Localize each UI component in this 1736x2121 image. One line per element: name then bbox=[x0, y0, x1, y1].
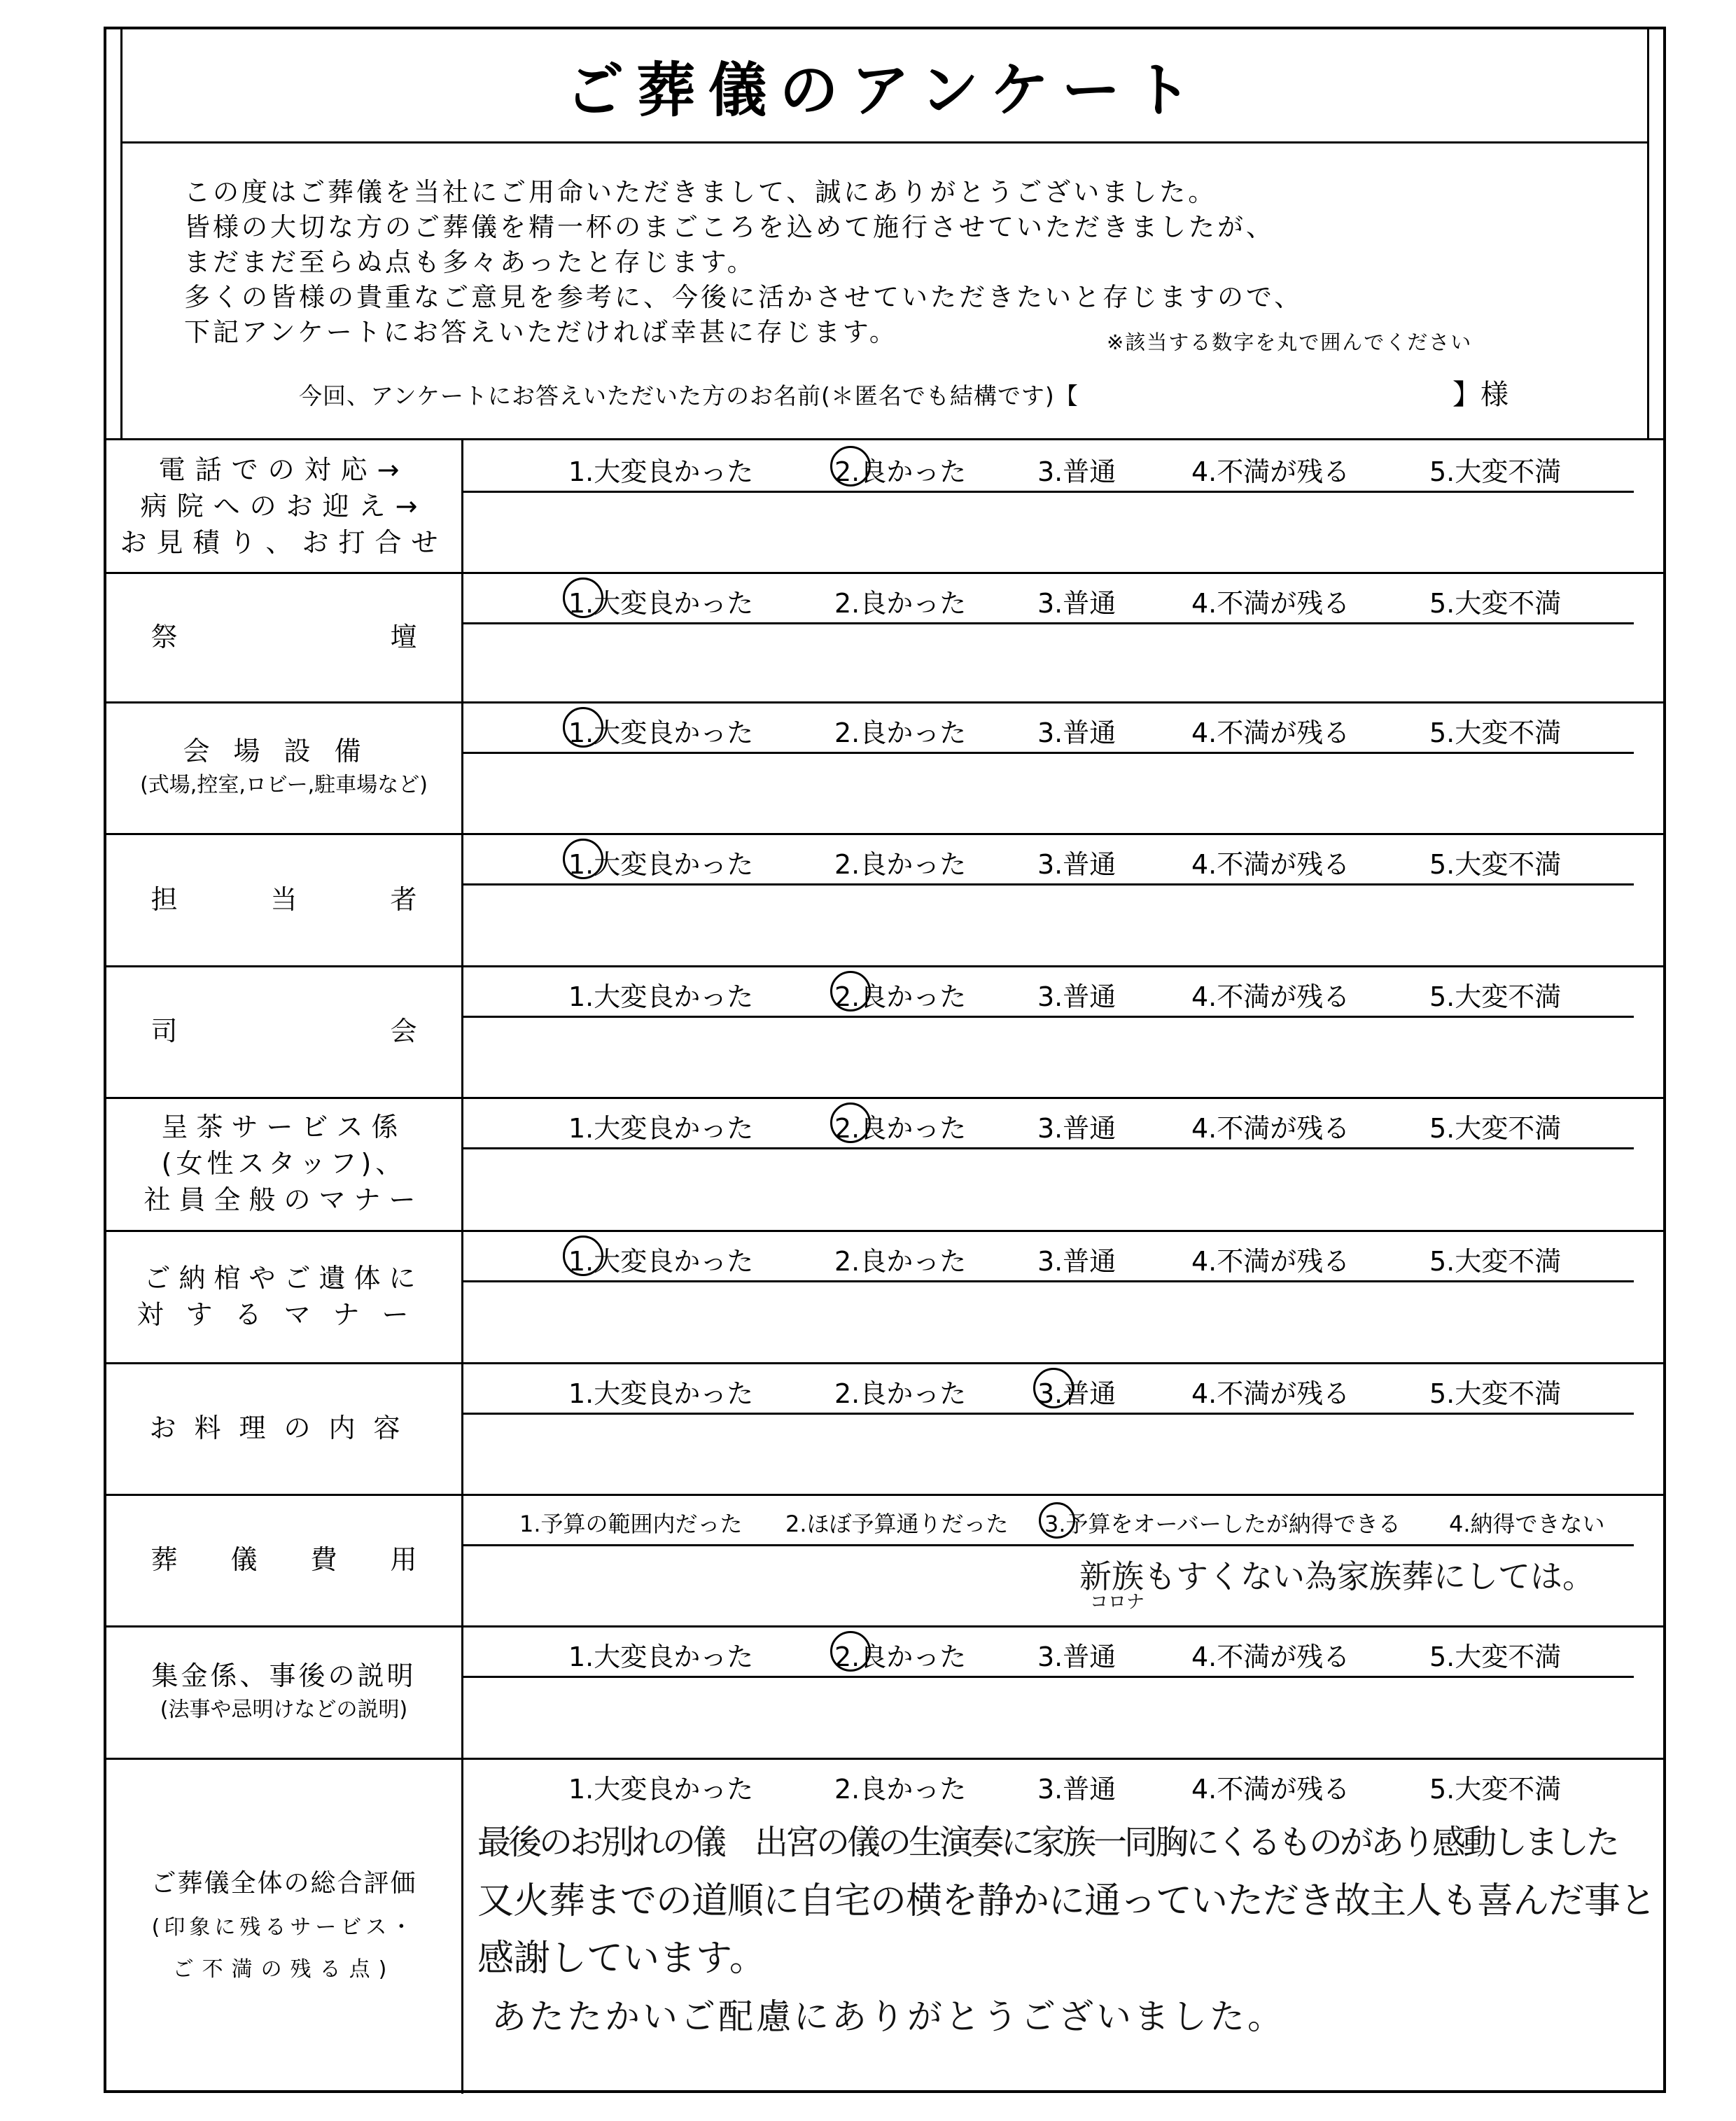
option-5[interactable]: 5.大変不満 bbox=[1429, 1378, 1562, 1409]
answer-cell bbox=[463, 1362, 1663, 1494]
label-char: 壇 bbox=[390, 621, 417, 652]
option-4[interactable]: 4.不満が残る bbox=[1191, 1246, 1350, 1277]
answer-cell bbox=[463, 1494, 1663, 1625]
option-3[interactable]: 3.普通 bbox=[1037, 849, 1116, 880]
options-line bbox=[463, 833, 1634, 886]
option-5[interactable]: 5.大変不満 bbox=[1429, 849, 1562, 880]
label-char: 用 bbox=[390, 1544, 417, 1575]
option-5[interactable]: 5.大変不満 bbox=[1429, 1113, 1562, 1144]
question-label bbox=[106, 1097, 463, 1230]
question-label bbox=[106, 572, 463, 701]
label-line bbox=[151, 881, 417, 918]
option-2[interactable]: 2.良かった bbox=[834, 1246, 967, 1277]
option-3[interactable]: 3.普通 bbox=[1037, 456, 1116, 487]
option-2[interactable]: 2.良かった bbox=[834, 1642, 967, 1672]
option-3[interactable]: 3.普通 bbox=[1037, 1246, 1116, 1277]
option-4[interactable]: 4.不満が残る bbox=[1191, 1378, 1350, 1409]
label-line bbox=[151, 1013, 417, 1049]
label-line bbox=[151, 619, 417, 655]
handwritten-comment-line: 感謝しています。 bbox=[477, 1938, 766, 1980]
option-3[interactable]: 3.普通 bbox=[1037, 981, 1116, 1012]
answer-cell bbox=[463, 1758, 1663, 2094]
answer-cell bbox=[463, 440, 1663, 572]
selection-circle bbox=[830, 971, 871, 1011]
option-5[interactable]: 5.大変不満 bbox=[1429, 718, 1562, 748]
option-1[interactable]: 1.大変良かった bbox=[568, 588, 754, 619]
selection-circle bbox=[563, 707, 603, 748]
option-3[interactable]: 3.普通 bbox=[1037, 1378, 1116, 1409]
question-row bbox=[106, 701, 1663, 835]
label-sub: (法事や忌明けなどの説明) bbox=[160, 1697, 408, 1722]
options-line bbox=[463, 440, 1634, 493]
selection-circle bbox=[830, 1631, 871, 1672]
intro-line: 下記アンケートにお答えいただければ幸甚に存じます。 bbox=[184, 317, 898, 347]
answer-cell bbox=[463, 1230, 1663, 1362]
label-char: 祭 bbox=[150, 621, 178, 652]
label-char: 葬 bbox=[150, 1544, 178, 1575]
answer-cell bbox=[463, 1625, 1663, 1758]
options-line bbox=[463, 1494, 1634, 1546]
question-row bbox=[106, 440, 1663, 574]
form-title: ご葬儀のアンケート bbox=[565, 55, 1205, 125]
option-4[interactable]: 4.不満が残る bbox=[1191, 456, 1350, 487]
selection-circle bbox=[830, 446, 871, 486]
option-2[interactable]: 2.良かった bbox=[834, 718, 967, 748]
intro-line: 皆様の大切な方のご葬儀を精一杯のまごころを込めて施行させていただきましたが、 bbox=[184, 212, 1275, 242]
selection-circle bbox=[1039, 1502, 1075, 1539]
question-label bbox=[106, 1758, 463, 2094]
selection-circle bbox=[830, 1102, 871, 1143]
label-line: 社員全般のマナー bbox=[144, 1184, 424, 1215]
option-4[interactable]: 4.不満が残る bbox=[1191, 981, 1350, 1012]
answer-cell bbox=[463, 1097, 1663, 1230]
option-4[interactable]: 4.不満が残る bbox=[1191, 718, 1350, 748]
handwritten-budget-note: 新族もすくない為家族葬にしては。 bbox=[1079, 1558, 1595, 1595]
budget-option-2[interactable]: 2.ほぼ予算通りだった bbox=[785, 1511, 1009, 1537]
label-sub: (式場,控室,ロビー,駐車場など) bbox=[140, 773, 428, 797]
option-2[interactable]: 2.良かった bbox=[834, 1378, 967, 1409]
option-1[interactable]: 1.大変良かった bbox=[568, 456, 754, 487]
selection-circle bbox=[563, 839, 603, 879]
question-row bbox=[106, 1362, 1663, 1496]
answer-cell bbox=[463, 833, 1663, 965]
option-4[interactable]: 4.不満が残る bbox=[1191, 1774, 1350, 1805]
option-5[interactable]: 5.大変不満 bbox=[1429, 1642, 1562, 1672]
question-label bbox=[106, 833, 463, 965]
label-char: 儀 bbox=[230, 1544, 258, 1575]
label-char: 担 bbox=[150, 883, 178, 915]
option-2[interactable]: 2.良かった bbox=[834, 1113, 967, 1144]
label-line: 病院へのお迎え→ bbox=[140, 491, 428, 522]
label-line: 集金係、事後の説明 bbox=[151, 1660, 416, 1691]
label-char: 当 bbox=[270, 883, 298, 915]
name-field-label: 今回、アンケートにお答えいただいた方のお名前(＊匿名でも結構です)【 bbox=[299, 382, 1079, 410]
options-line bbox=[463, 1758, 1634, 1808]
option-4[interactable]: 4.不満が残る bbox=[1191, 588, 1350, 619]
selection-circle bbox=[1033, 1368, 1074, 1408]
intro-section bbox=[120, 141, 1649, 438]
label-sub: (印象に残るサービス・ bbox=[151, 1915, 416, 1940]
option-2[interactable]: 2.良かった bbox=[834, 981, 967, 1012]
option-3[interactable]: 3.普通 bbox=[1037, 1113, 1116, 1144]
question-label bbox=[106, 1494, 463, 1625]
label-line: 会場設備 bbox=[183, 736, 385, 766]
option-1[interactable]: 1.大変良かった bbox=[568, 1642, 754, 1672]
option-3[interactable]: 3.普通 bbox=[1037, 588, 1116, 619]
budget-option-3[interactable]: 3.予算をオーバーしたが納得できる bbox=[1044, 1511, 1401, 1537]
question-label bbox=[106, 1625, 463, 1758]
label-char: 会 bbox=[390, 1016, 417, 1046]
label-line: 呈茶サービス係 bbox=[161, 1112, 407, 1142]
question-row bbox=[106, 965, 1663, 1099]
rating-table bbox=[106, 438, 1663, 2037]
options-line bbox=[463, 1230, 1634, 1282]
option-5[interactable]: 5.大変不満 bbox=[1429, 588, 1562, 619]
label-line: 電話での対応→ bbox=[158, 454, 410, 485]
label-line: お料理の内容 bbox=[149, 1413, 419, 1443]
option-2[interactable]: 2.良かった bbox=[834, 849, 967, 880]
option-4[interactable]: 4.不満が残る bbox=[1191, 849, 1350, 880]
label-line bbox=[151, 1541, 417, 1578]
answer-cell bbox=[463, 965, 1663, 1097]
question-label bbox=[106, 965, 463, 1097]
label-line: ご納棺やご遺体に bbox=[144, 1262, 424, 1294]
option-2[interactable]: 2.良かった bbox=[834, 456, 967, 487]
label-char: 司 bbox=[150, 1016, 178, 1046]
option-3[interactable]: 3.普通 bbox=[1037, 718, 1116, 748]
option-3[interactable]: 3.普通 bbox=[1037, 1774, 1116, 1805]
question-row bbox=[106, 1097, 1663, 1232]
question-label bbox=[106, 1362, 463, 1494]
question-label bbox=[106, 440, 463, 572]
option-4[interactable]: 4.不満が残る bbox=[1191, 1113, 1350, 1144]
option-2[interactable]: 2.良かった bbox=[834, 588, 967, 619]
instruction-note: ※該当する数字を丸で囲んでください bbox=[1107, 330, 1473, 354]
budget-option-4[interactable]: 4.納得できない bbox=[1449, 1511, 1605, 1537]
option-2[interactable]: 2.良かった bbox=[834, 1774, 967, 1805]
options-line bbox=[463, 572, 1634, 624]
question-row bbox=[106, 1758, 1663, 2094]
options-line bbox=[463, 701, 1634, 754]
option-5[interactable]: 5.大変不満 bbox=[1429, 456, 1562, 487]
handwritten-comment-line: 最後のお別れの儀 出宮の儀の生演奏に家族一同胸にくるものがあり感動しました bbox=[477, 1823, 1618, 1862]
option-1[interactable]: 1.大変良かった bbox=[568, 849, 754, 880]
question-label bbox=[106, 1230, 463, 1362]
label-char: 費 bbox=[310, 1544, 337, 1575]
option-1[interactable]: 1.大変良かった bbox=[568, 1774, 754, 1805]
handwritten-comment-line: 又火葬までの道順に自宅の横を静かに通っていただき故主人も喜んだ事と bbox=[477, 1880, 1656, 1922]
option-1[interactable]: 1.大変良かった bbox=[568, 1246, 754, 1277]
options-line bbox=[463, 1625, 1634, 1678]
intro-line: 多くの皆様の貴重なご意見を参考に、今後に活かさせていただきたいと存じますので、 bbox=[184, 282, 1303, 312]
intro-line: この度はご葬儀を当社にご用命いただきまして、誠にありがとうございました。 bbox=[184, 177, 1217, 207]
question-row bbox=[106, 833, 1663, 967]
question-row bbox=[106, 572, 1663, 704]
option-5[interactable]: 5.大変不満 bbox=[1429, 1774, 1562, 1805]
option-4[interactable]: 4.不満が残る bbox=[1191, 1642, 1350, 1672]
option-5[interactable]: 5.大変不満 bbox=[1429, 981, 1562, 1012]
label-line: お見積り、お打合せ bbox=[120, 527, 448, 558]
intro-line: まだまだ至らぬ点も多々あったと存じます。 bbox=[184, 247, 756, 277]
selection-circle bbox=[563, 578, 603, 618]
question-row bbox=[106, 1625, 1663, 1760]
label-sub: ご不満の残る点) bbox=[172, 1957, 396, 1982]
question-row bbox=[106, 1494, 1663, 1628]
option-1[interactable]: 1.大変良かった bbox=[568, 981, 754, 1012]
label-line: (女性スタッフ)、 bbox=[161, 1148, 407, 1179]
budget-option-1[interactable]: 1.予算の範囲内だった bbox=[519, 1511, 743, 1537]
label-char: 者 bbox=[390, 883, 417, 915]
option-1[interactable]: 1.大変良かった bbox=[568, 1378, 754, 1409]
question-label bbox=[106, 701, 463, 833]
answer-cell bbox=[463, 572, 1663, 701]
name-field-suffix: 】様 bbox=[1452, 379, 1508, 411]
label-line: 対するマナー bbox=[136, 1298, 431, 1330]
answer-cell bbox=[463, 701, 1663, 833]
options-line bbox=[463, 1097, 1634, 1149]
option-1[interactable]: 1.大変良かった bbox=[568, 1113, 754, 1144]
selection-circle bbox=[563, 1236, 603, 1276]
option-1[interactable]: 1.大変良かった bbox=[568, 718, 754, 748]
options-line bbox=[463, 1362, 1634, 1415]
option-5[interactable]: 5.大変不満 bbox=[1429, 1246, 1562, 1277]
option-3[interactable]: 3.普通 bbox=[1037, 1642, 1116, 1672]
handwritten-budget-note-sub: コロナ bbox=[1090, 1592, 1145, 1613]
survey-form bbox=[104, 27, 1666, 2093]
question-row bbox=[106, 1230, 1663, 1364]
label-line: ご葬儀全体の総合評価 bbox=[150, 1869, 417, 1898]
options-line bbox=[463, 965, 1634, 1018]
title-box bbox=[120, 29, 1649, 144]
handwritten-comment-line: あたたかいご配慮にありがとうございました。 bbox=[491, 1996, 1285, 2037]
